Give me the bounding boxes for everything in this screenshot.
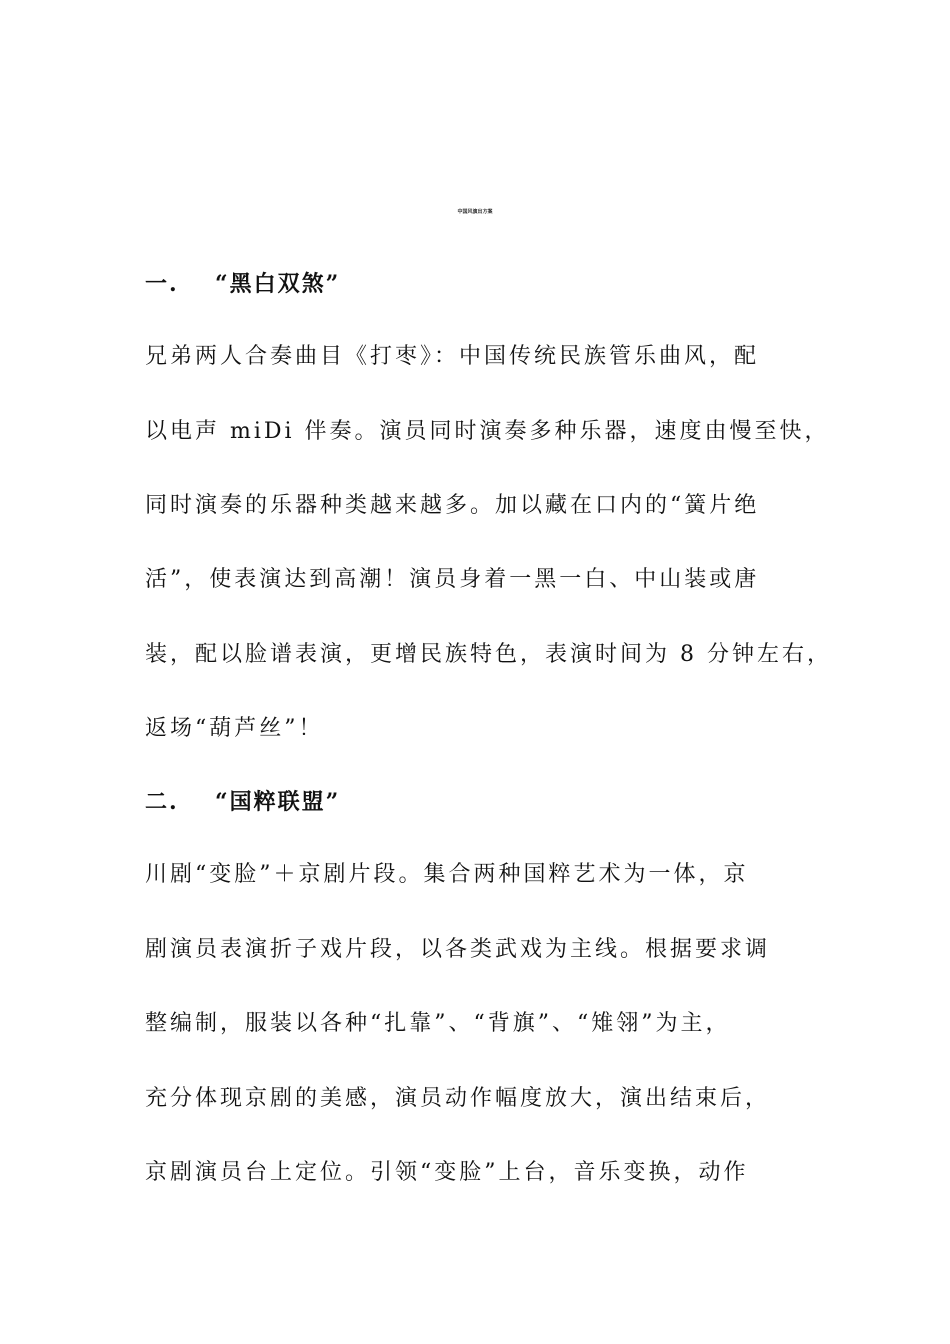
- section-2-heading: [145, 786, 340, 818]
- section-2-number: 二.: [145, 789, 179, 815]
- section-1-line-6: 返场“葫芦丝”！: [145, 716, 324, 741]
- section-2-line-2: 剧演员表演折子戏片段，以各类武戏为主线。根据要求调: [145, 937, 771, 962]
- section-2-title: “国粹联盟”: [215, 789, 341, 815]
- section-2-line-4: 充分体现京剧的美感，演员动作幅度放大，演出结束后，: [145, 1086, 771, 1111]
- section-2-line-5: 京剧演员台上定位。引领“变脸”上台，音乐变换，动作: [145, 1160, 749, 1185]
- section-2-line-3: 整编制，服装以各种“扎靠”、“背旗”、“雉翎”为主，: [145, 1011, 731, 1036]
- section-1-heading: [145, 268, 340, 300]
- section-1-line-5: 装，配以脸谱表演，更增民族特色，表演时间为 8 分钟左右，: [145, 642, 832, 667]
- section-1-line-2: 以电声 miDi 伴奏。演员同时演奏多种乐器，速度由慢至快，: [145, 419, 830, 444]
- section-1-line-3: 同时演奏的乐器种类越来越多。加以藏在口内的“簧片绝: [145, 493, 760, 518]
- section-1-number: 一.: [145, 271, 179, 297]
- document-title: 中国风演出方案: [457, 209, 493, 215]
- section-2-line-1: 川剧“变脸”＋京剧片段。集合两种国粹艺术为一体，京: [145, 862, 749, 887]
- section-1-line-4: 活”，使表演达到高潮！演员身着一黑一白、中山装或唐: [145, 567, 760, 592]
- section-1-line-1: 兄弟两人合奏曲目《打枣》：中国传统民族管乐曲风，配: [145, 344, 760, 369]
- section-1-title: “黑白双煞”: [215, 271, 341, 297]
